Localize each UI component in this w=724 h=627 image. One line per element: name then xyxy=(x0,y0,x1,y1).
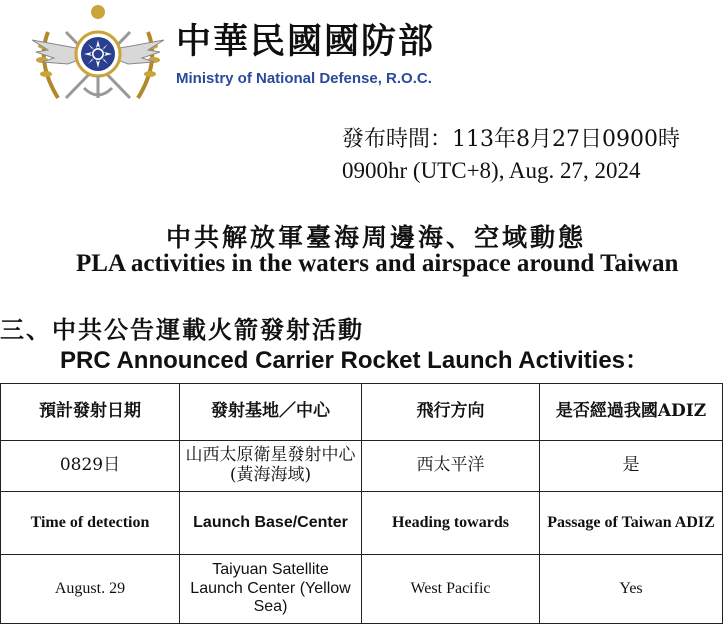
section-heading-cn: 三、中共公告運載火箭發射活動 xyxy=(0,315,364,344)
table-cell: August. 29 xyxy=(1,555,180,624)
table-cell: 0829日 xyxy=(1,441,180,492)
release-date-en: 0900hr (UTC+8), Aug. 27, 2024 xyxy=(342,158,641,183)
table-cell: Taiyuan Satellite Launch Center (Yellow Sea) xyxy=(180,555,362,624)
header-cell: 飛行方向 xyxy=(362,384,540,441)
header-cell: Launch Base/Center xyxy=(180,492,362,555)
header-cell: Passage of Taiwan ADIZ xyxy=(540,492,723,555)
header-cell: Time of detection xyxy=(1,492,180,555)
section-heading-en: PRC Announced Carrier Rocket Launch Activities： xyxy=(60,347,650,374)
table-header-row-en xyxy=(1,492,723,555)
table-header-row-cn xyxy=(1,384,723,441)
header-cell: 發射基地／中心 xyxy=(180,384,362,441)
ministry-emblem-icon xyxy=(28,2,168,114)
header-cell: 預計發射日期 xyxy=(1,384,180,441)
table-cell: 西太平洋 xyxy=(362,441,540,492)
launch-info-table xyxy=(0,383,723,624)
table-cell: West Pacific xyxy=(362,555,540,624)
page-title-cn: 中共解放軍臺海周邊海、空域動態 xyxy=(165,223,586,252)
table-row-en xyxy=(1,555,723,624)
table-cell: Yes xyxy=(540,555,723,624)
table-row-cn xyxy=(1,441,723,492)
table-cell: 是 xyxy=(540,441,723,492)
page-title-en: PLA activities in the waters and airspace around Taiwan xyxy=(76,250,679,277)
org-name-cn: 中華民國國防部 xyxy=(176,22,436,62)
header-cell: Heading towards xyxy=(362,492,540,555)
org-name-en: Ministry of National Defense, R.O.C. xyxy=(176,70,432,87)
release-date-cn: 發布時間：113年8月27日0900時 xyxy=(342,127,680,152)
header-cell: 是否經過我國ADIZ xyxy=(540,384,723,441)
table-cell: 山西太原衛星發射中心(黃海海域) xyxy=(180,441,362,492)
